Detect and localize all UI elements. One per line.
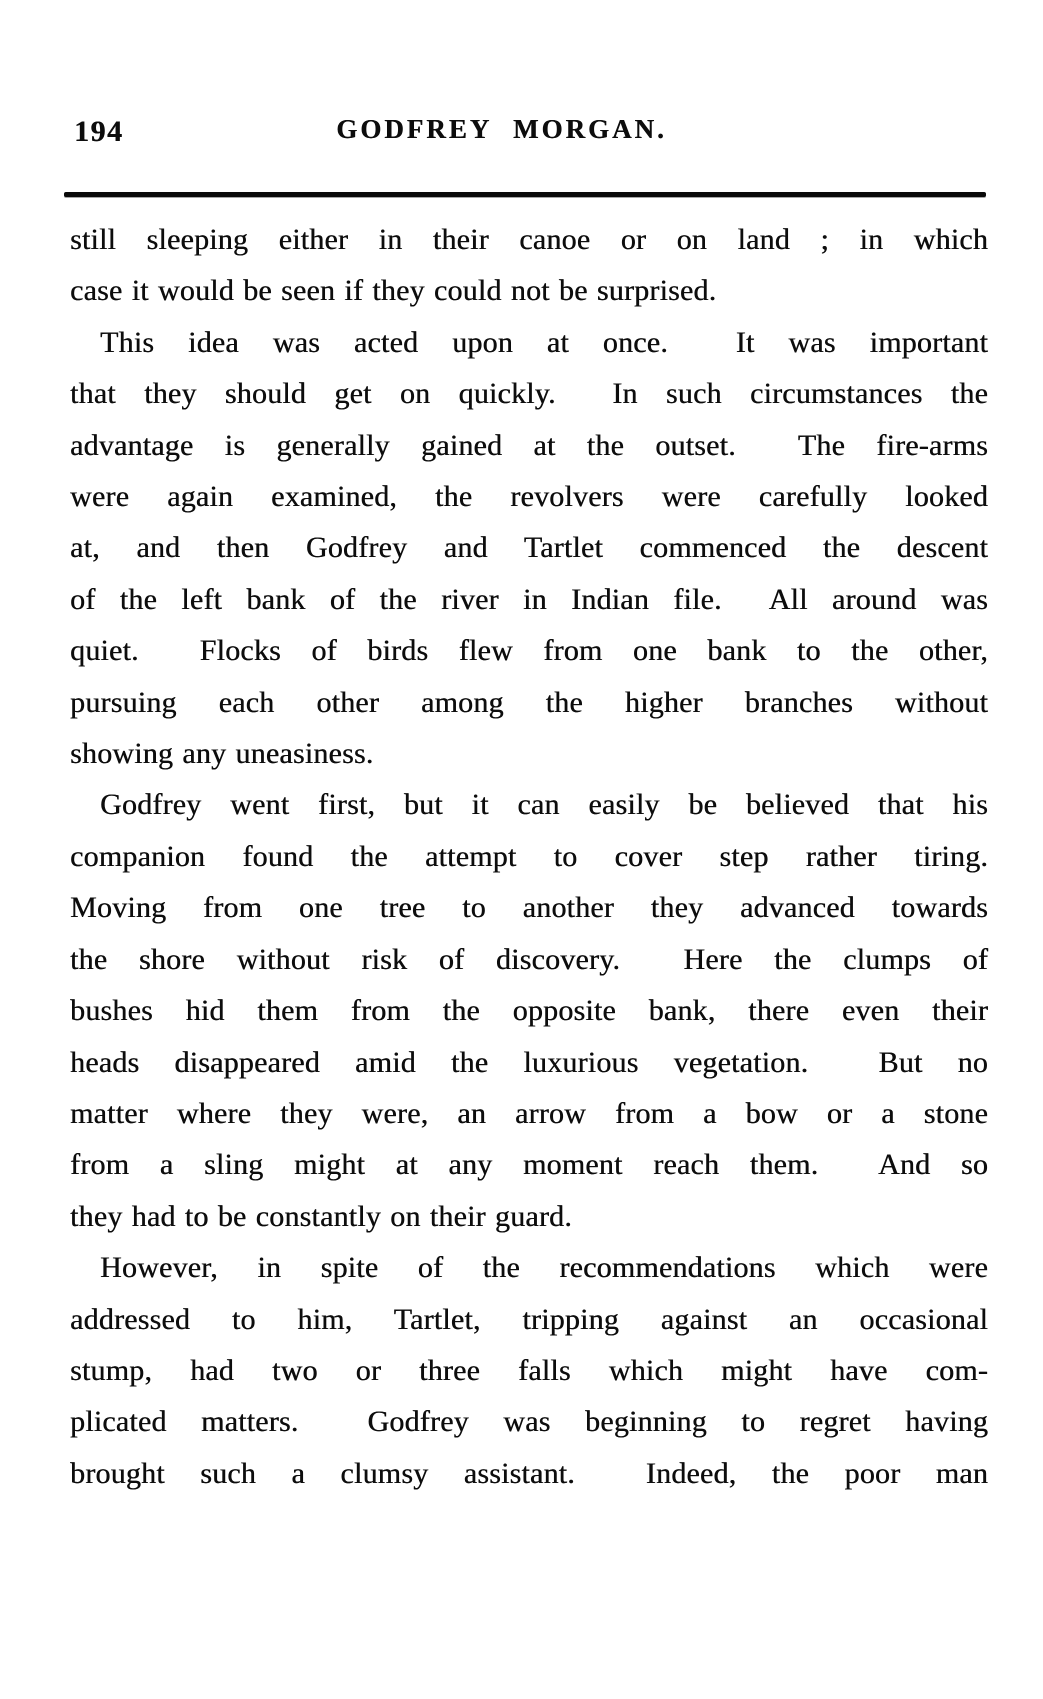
text-line: showing any uneasiness. [70,737,374,771]
text-line: they had to be constantly on their guard. [70,1199,572,1233]
text-line: of the left bank of the river in Indian file. All around was [70,582,988,616]
text-line: advantage is generally gained at the outset. The fire-arms [70,428,988,462]
text-line: Godfrey went first, but it can easily be believed that his [100,788,988,822]
text-line: addressed to him, Tartlet, tripping against an occasional [70,1302,988,1336]
text-line: stump, had two or three falls which might have com- [70,1353,988,1387]
text-line: heads disappeared amid the luxurious vegetation. But no [70,1045,988,1079]
text-line: matter where they were, an arrow from a bow or a stone [70,1096,988,1130]
text-line: bushes hid them from the opposite bank, there even their [70,994,988,1028]
text-line: This idea was acted upon at once. It was important [100,325,988,359]
text-line: Moving from one tree to another they advanced towards [70,891,988,925]
text-line: still sleeping either in their canoe or on land ; in which [70,223,988,256]
text-line: at, and then Godfrey and Tartlet commenced the descent [70,531,988,565]
text-line: the shore without risk of discovery. Here the clumps of [70,942,988,976]
text-line: that they should get on quickly. In such circumstances the [70,377,988,411]
text-line: brought such a clumsy assistant. Indeed, the poor man [70,1456,988,1490]
text-line: were again examined, the revolvers were carefully looked [70,480,988,514]
text-line: plicated matters. Godfrey was beginning to regret having [70,1405,988,1439]
page-number: 194 [74,115,124,148]
header-rule [64,192,986,197]
text-line: companion found the attempt to cover step rather tiring. [70,839,988,873]
text-line: case it would be seen if they could not be surprised. [70,274,717,308]
text-line: pursuing each other among the higher branches without [70,685,988,719]
running-header-title: GODFREY MORGAN. [336,114,667,144]
text-line: However, in spite of the recommendations which were [100,1251,988,1285]
text-line: from a sling might at any moment reach them. And so [70,1148,988,1182]
page-body [70,214,988,1499]
text-line: quiet. Flocks of birds flew from one bank to the other, [70,634,988,668]
running-header [0,112,1043,154]
